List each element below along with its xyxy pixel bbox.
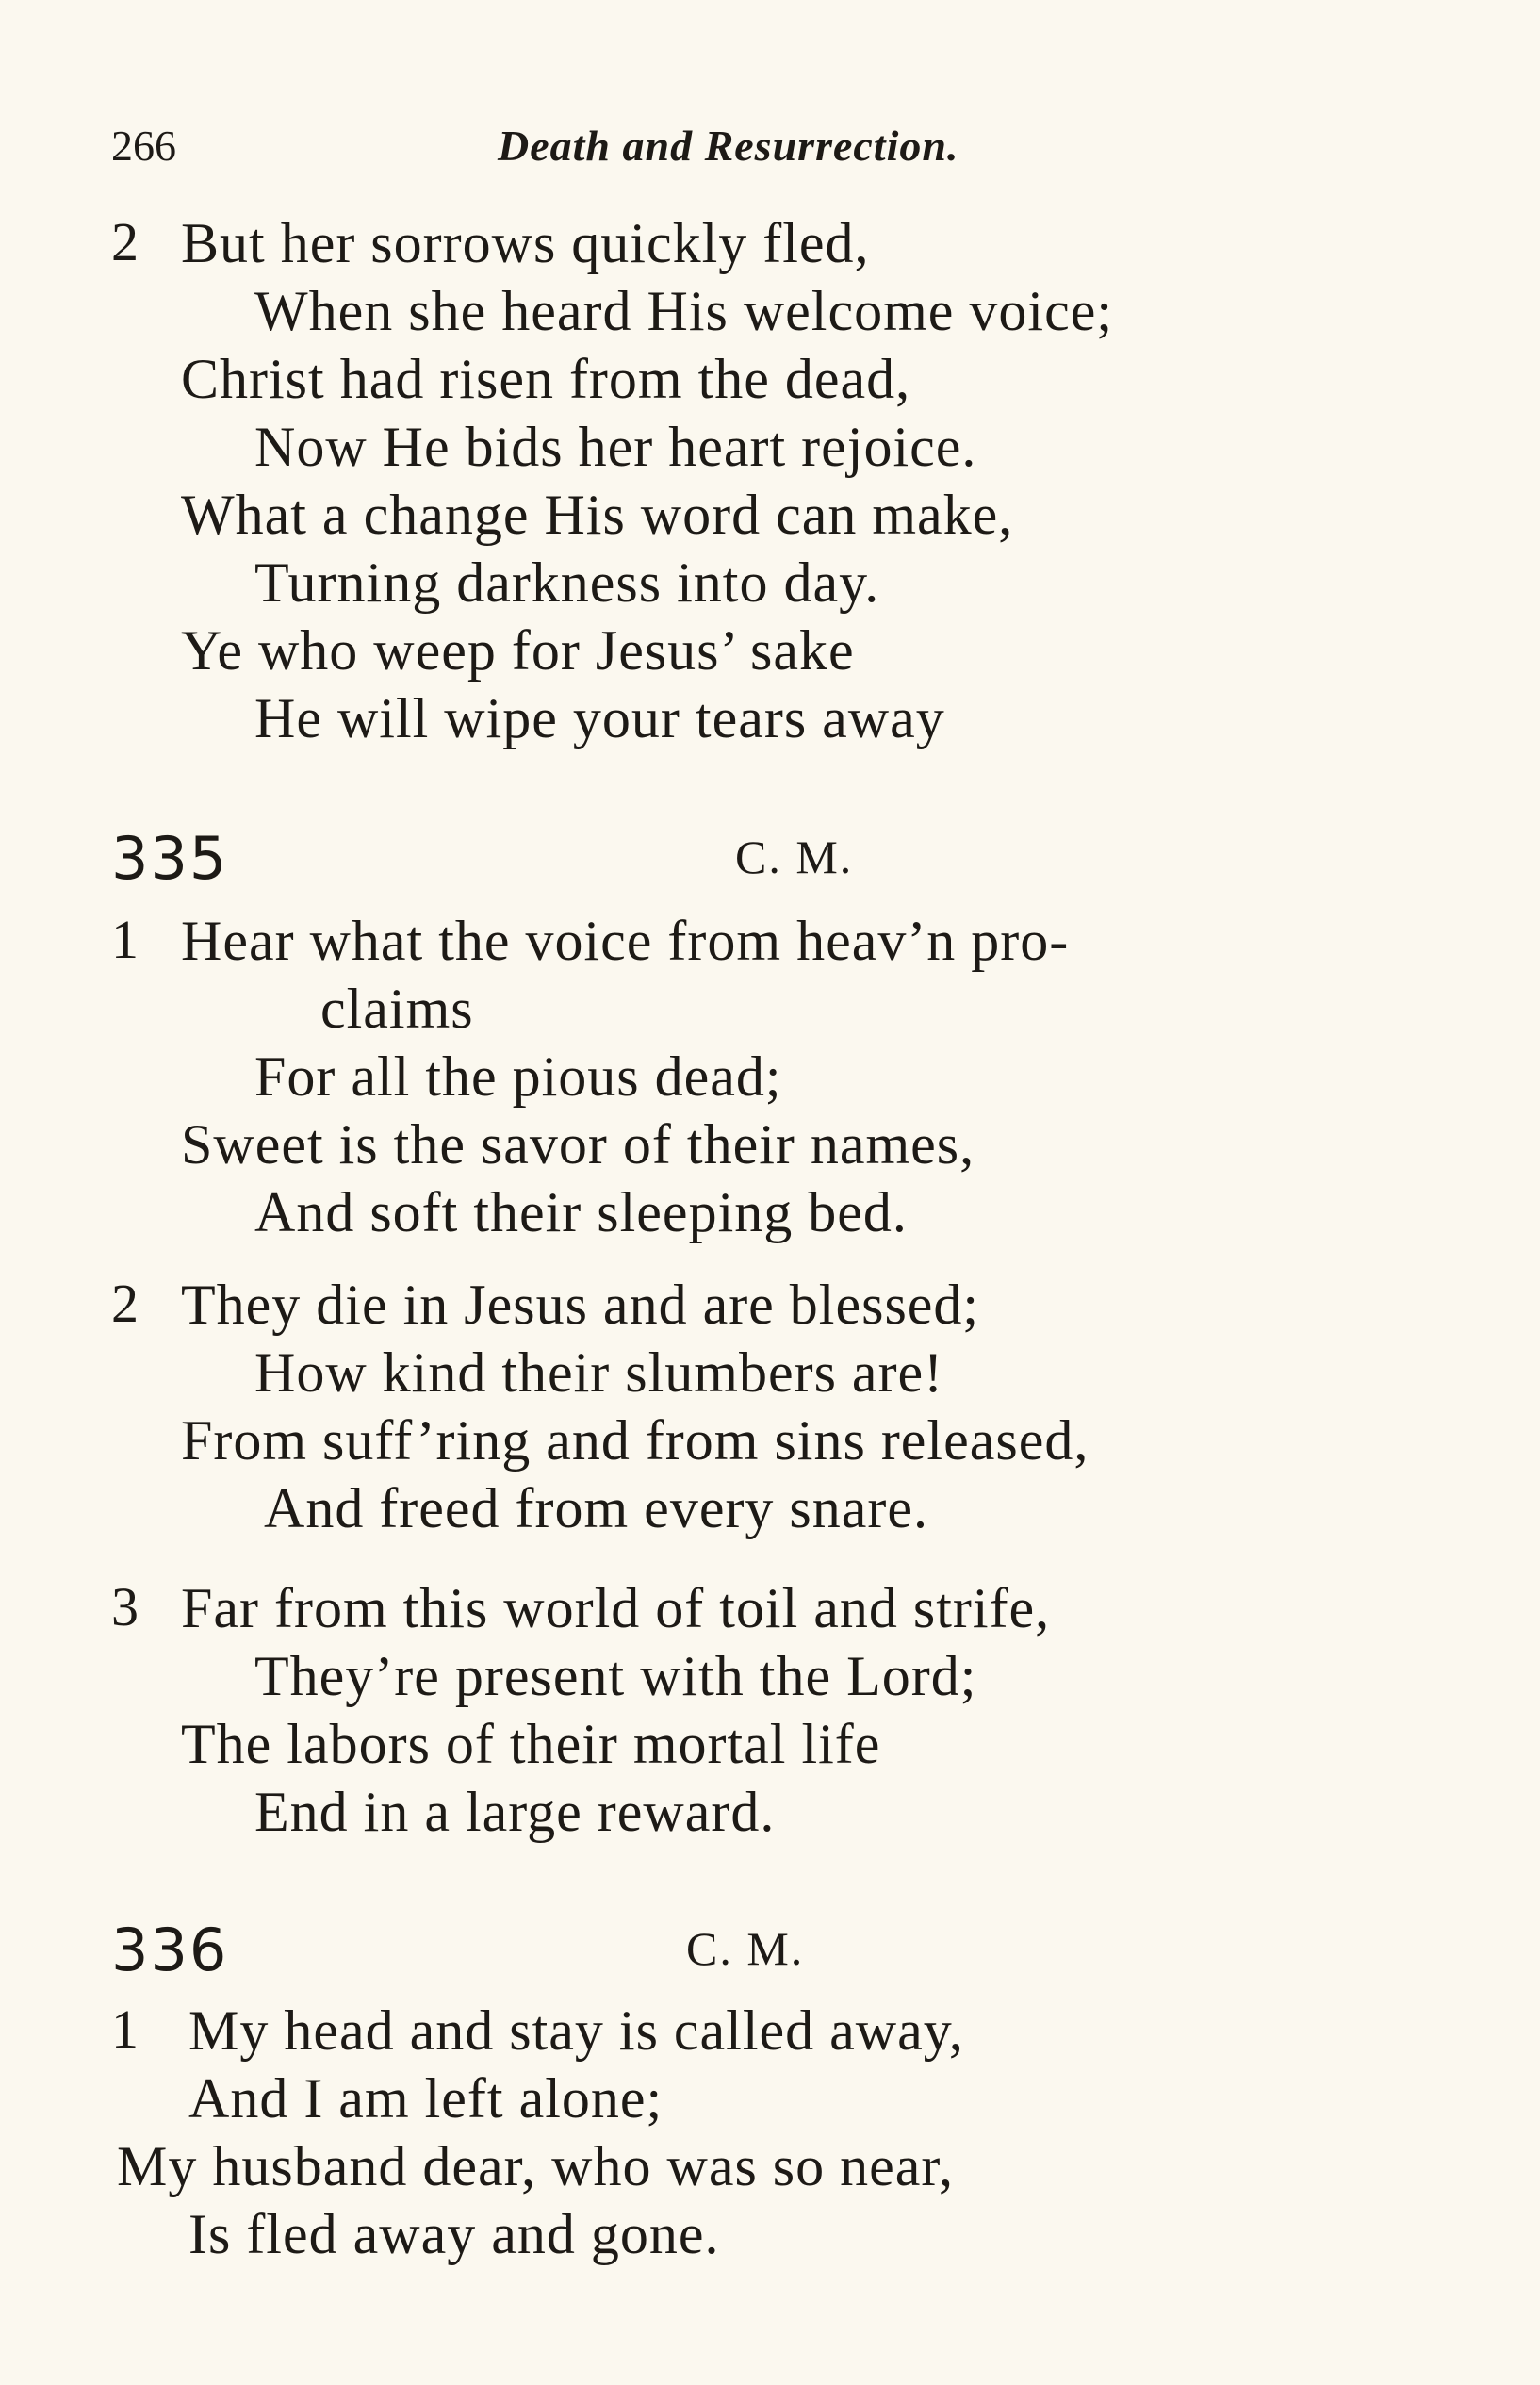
verse-line: What a change His word can make, (181, 484, 1014, 546)
verse-line: Sweet is the savor of their names, (181, 1113, 975, 1176)
verse-line: claims (320, 978, 474, 1040)
verse-line: And freed from every snare. (264, 1477, 929, 1539)
stanza-number: 1 (111, 1998, 139, 2060)
verse-line: My husband dear, who was so near, (117, 2135, 954, 2197)
verse-line: When she heard His welcome voice; (254, 280, 1113, 342)
verse-line: For all the pious dead; (254, 1045, 782, 1108)
verse-line: From suff’ring and from sins released, (181, 1409, 1089, 1472)
verse-line: But her sorrows quickly fled, (181, 212, 870, 274)
hymn-number: 335 (111, 824, 229, 893)
verse-line: My head and stay is called away, (188, 1999, 964, 2062)
stanza-number: 3 (111, 1576, 139, 1637)
verse-line: End in a large reward. (254, 1781, 776, 1843)
hymn-meter: C. M. (686, 1922, 805, 1975)
page-number: 266 (111, 122, 176, 170)
running-title: Death and Resurrection. (498, 122, 959, 170)
verse-line: They’re present with the Lord; (254, 1645, 977, 1707)
verse-line: Far from this world of toil and strife, (181, 1577, 1051, 1639)
page-header (111, 121, 1412, 177)
verse-line: And soft their sleeping bed. (254, 1181, 908, 1243)
stanza-number: 2 (111, 1273, 139, 1334)
verse-line: The labors of their mortal life (181, 1713, 881, 1775)
verse-line: Christ had risen from the dead, (181, 348, 911, 410)
verse-line: Ye who weep for Jesus’ sake (181, 619, 855, 682)
stanza-number: 1 (111, 909, 139, 970)
verse-line: And I am left alone; (188, 2067, 664, 2130)
verse-line: He will wipe your tears away (254, 687, 945, 749)
verse-line: Hear what the voice from heav’n pro- (181, 910, 1070, 972)
verse-line: How kind their slumbers are! (254, 1341, 944, 1404)
hymn-number: 336 (111, 1916, 229, 1984)
stanza-number: 2 (111, 211, 139, 272)
verse-line: Turning darkness into day. (254, 551, 880, 614)
verse-line: They die in Jesus and are blessed; (181, 1274, 980, 1336)
hymn-meter: C. M. (735, 831, 854, 883)
verse-line: Is fled away and gone. (188, 2203, 720, 2265)
verse-line: Now He bids her heart rejoice. (254, 416, 977, 478)
